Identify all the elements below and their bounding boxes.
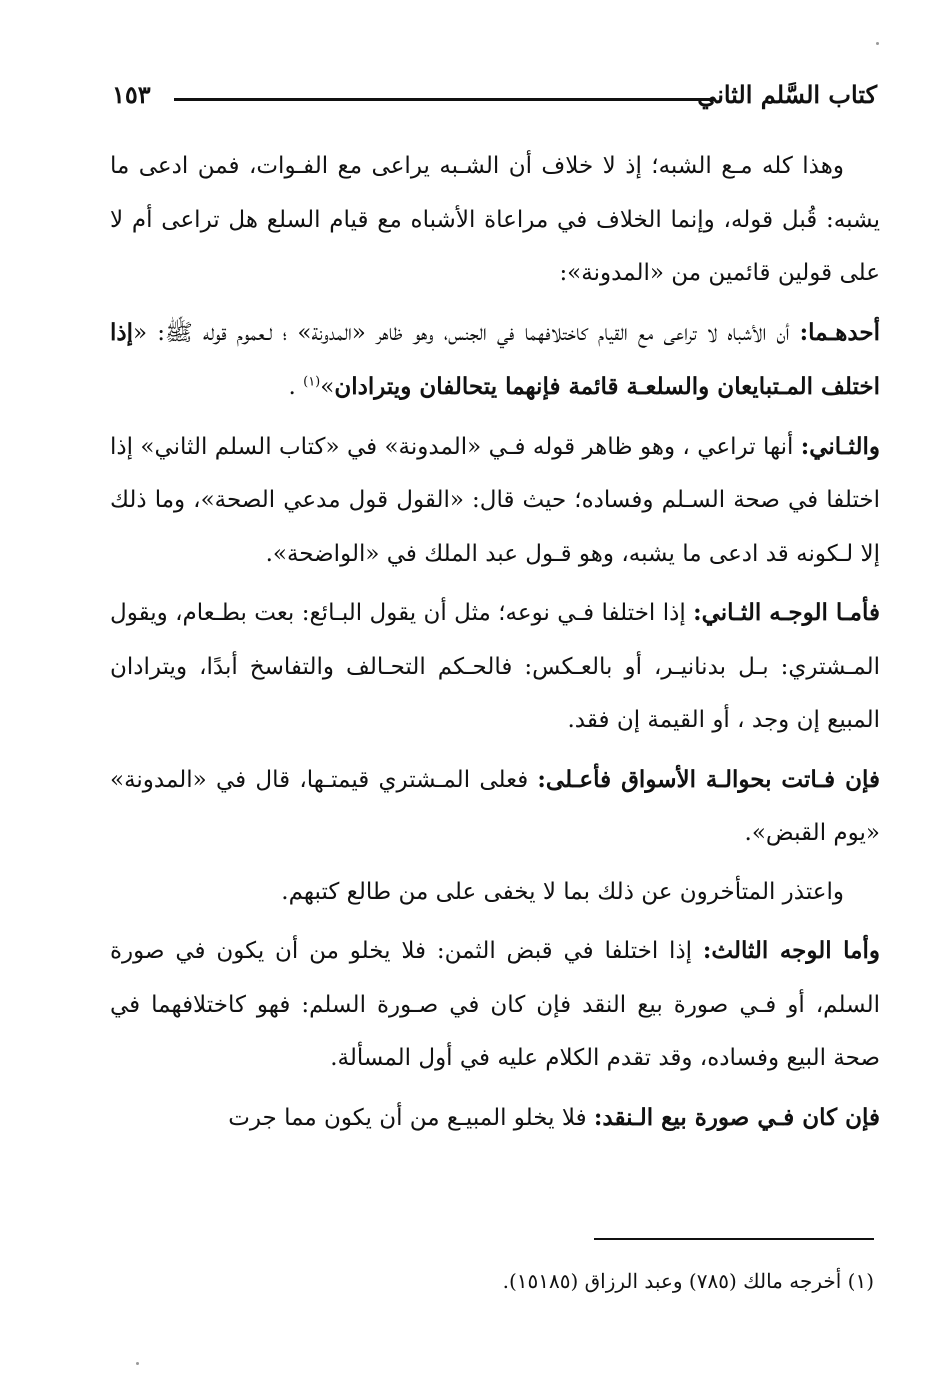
scan-speck: [136, 1362, 139, 1365]
paragraph-lead: وأما الوجه الثالث:: [702, 937, 880, 964]
paragraph-text: واعتذر المتأخرون عن ذلك بما لا يخفى على من طالع كتبهم.: [281, 878, 844, 905]
footnote-ref[interactable]: (١): [303, 374, 321, 390]
paragraph-text: إذا اختلفا في قبض الثمن: فلا يخلو من أن يكون في صورة السلم، أو فـي صورة بيع النقد فإن كان في صـورة السلم: فهو كاختلافهما في صحة البيع وفساده، وقد تقدم الكلام عليه في أول المسألة.: [110, 938, 880, 1071]
paragraph-5: [110, 753, 880, 861]
quote-close: »: [320, 374, 335, 400]
paragraph-text: .: [288, 374, 304, 400]
paragraph-text: إذا اختلفا فـي نوعه؛ مثل أن يقول البـائع: بعت بطـعام، ويقول المـشتري: بـل بدنانيـر، أو بالعـكس: فالحـكم التحـالف والتفاسخ أبدًا، ويترادان المبيع إن وجد ، أو القيمة إن فقد.: [110, 600, 880, 733]
main-text: [110, 140, 880, 1150]
footnote-rule: [594, 1238, 874, 1240]
paragraph-4: [110, 586, 880, 748]
paragraph-1: [110, 140, 880, 301]
paragraph-text: فعلى المـشتري قيمتـها، قال في «المدونة» «يوم القبض».: [110, 766, 880, 846]
scan-speck: [876, 42, 879, 45]
paragraph-text: أنها تراعي ، وهو ظاهر قوله فـي «المدونة» في «كتاب السلم الثاني» إذا اختلفا في صحة السـلم وفساده؛ حيث قال: «القول قول مدعي الصحة»، وما ذلك إلا لـكونه قد ادعى ما يشبه، وهو قـول عبد الملك في «الواضحة».: [110, 433, 880, 567]
paragraph-text: أن الأشباه لا تراعى مع القيام كاختلافهما في الجنس، وهو ظاهر «المدونة» ؛ لـعموم قوله ﷺ: «: [133, 319, 800, 346]
paragraph-6: [110, 866, 880, 920]
page-number: ١٥٣: [112, 80, 151, 109]
paragraph-2: [110, 306, 880, 415]
paragraph-lead: أحدهـما:: [799, 318, 880, 346]
paragraph-lead: فإن كان فـي صورة بيع الـنقد:: [593, 1103, 880, 1131]
paragraph-lead: والثـاني:: [800, 432, 881, 460]
paragraph-8: [110, 1091, 880, 1146]
footnote: (١) أخرجه مالك (٧٨٥) وعبد الرزاق (١٥١٨٥).: [502, 1269, 874, 1293]
paragraph-text: وهذا كله مـع الشبه؛ إذ لا خلاف أن الشـبه يراعى مع الفـوات، فمن ادعى ما يشبه: قُبل قوله، وإنما الخلاف في مراعاة الأشباه مع قيام السلع هل تراعى أم لا على قولين قائمين من «المدونة»:: [110, 153, 880, 286]
paragraph-text: فلا يخلو المبيـع من أن يكون مما جرت: [228, 1104, 594, 1131]
paragraph-lead: فأمـا الوجـه الثـاني:: [693, 599, 881, 626]
hadith-quote: إذا اختلف المـتبايعان والسلعـة قائمة فإنهما يتحالفان ويترادان: [110, 318, 880, 400]
paragraph-7: [110, 924, 880, 1086]
header-rule: [174, 98, 715, 101]
paragraph-lead: فإن فـاتت بحوالـة الأسواق فأعـلى:: [537, 765, 880, 793]
paragraph-3: [110, 420, 880, 582]
running-header: [112, 74, 877, 118]
book-title: كتاب السَّلم الثاني: [697, 80, 877, 109]
